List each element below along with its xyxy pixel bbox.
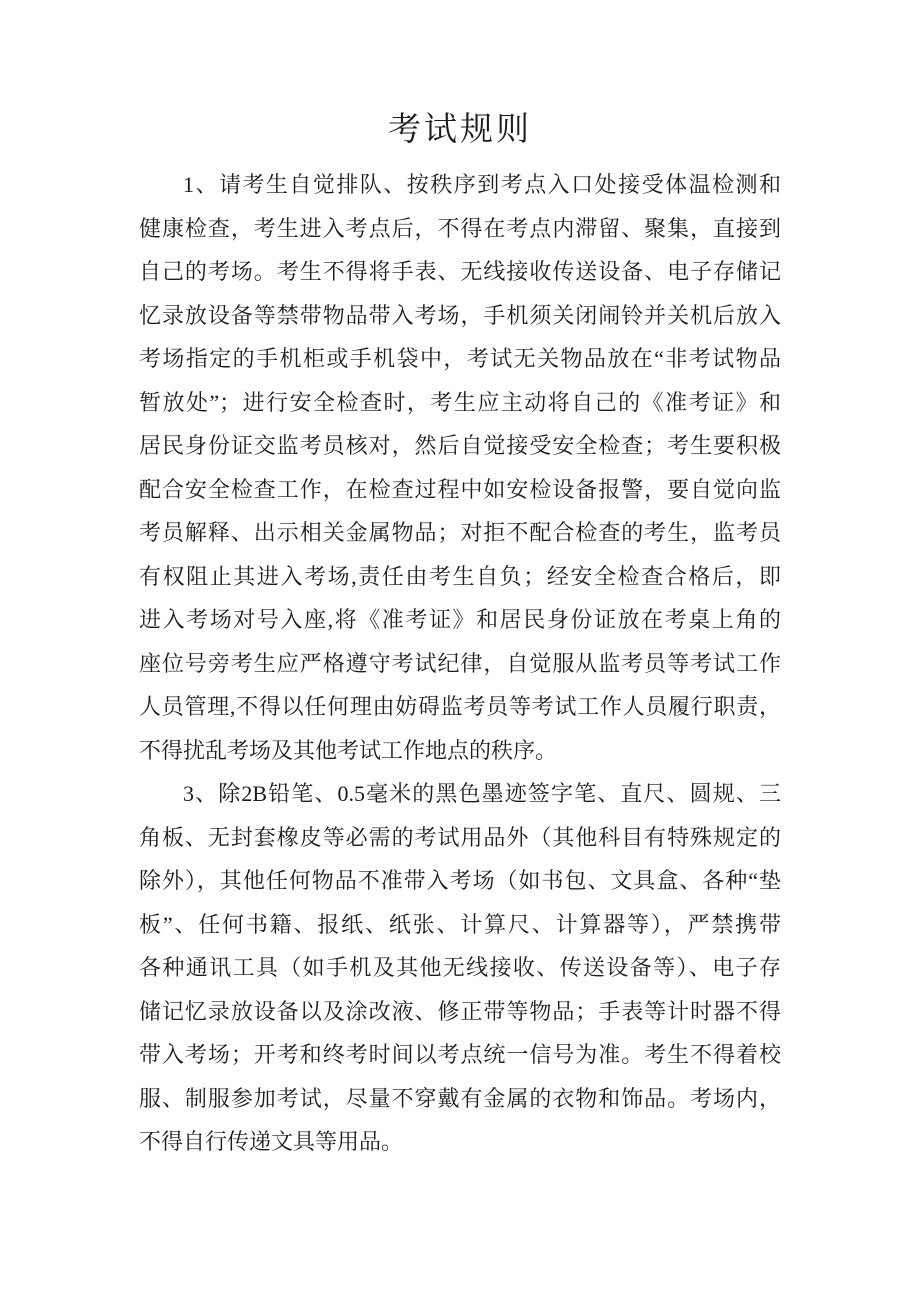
text-line: 不得扰乱考场及其他考试工作地点的秩序。 [139,737,558,763]
text-line: 考员解释、出示相关金属物品；对拒不配合检查的考生，监考员 [139,520,781,545]
text-line: 忆录放设备等禁带物品带入考场，手机须关闭闹铃并关机后放入 [139,302,781,328]
text-line: 暂放处”；进行安全检查时，考生应主动将自己的《准考证》和 [139,389,781,415]
text-line: 3、除2B铅笔、0.5毫米的黑色墨迹签字笔、直尺、圆规、三 [183,781,781,806]
text-line: 角板、无封套橡皮等必需的考试用品外（其他科目有特殊规定的 [139,824,781,850]
paragraph [139,772,781,1164]
text-line: 带入考场；开考和终考时间以考点统一信号为准。考生不得着校 [139,1042,781,1067]
text-line: 自己的考场。考生不得将手表、无线接收传送设备、电子存储记 [139,259,781,284]
text-line: 1、请考生自觉排队、按秩序到考点入口处接受体温检测和 [183,172,781,197]
text-line: 座位号旁考生应严格遵守考试纪律，自觉服从监考员等考试工作 [139,650,781,676]
text-line: 板”、任何书籍、报纸、纸张、计算尺、计算器等），严禁携带 [139,911,781,937]
document-title: 考试规则 [388,112,532,148]
text-line: 不得自行传递文具等用品。 [139,1129,404,1154]
text-line: 考场指定的手机柜或手机袋中，考试无关物品放在“非考试物品 [139,346,781,371]
document-body [139,163,781,1164]
paragraph [139,163,781,772]
text-line: 服、制服参加考试，尽量不穿戴有金属的衣物和饰品。考场内， [139,1085,781,1111]
text-line: 人员管理,不得以任何理由妨碍监考员等考试工作人员履行职责， [139,694,781,719]
text-line: 配合安全检查工作，在检查过程中如安检设备报警，要自觉向监 [139,476,781,502]
text-line: 进入考场对号入座,将《准考证》和居民身份证放在考桌上角的 [139,607,781,632]
text-line: 储记忆录放设备以及涂改液、修正带等物品；手表等计时器不得 [139,998,781,1024]
text-line: 有权阻止其进入考场,责任由考生自负；经安全检查合格后，即 [139,563,781,589]
text-line: 健康检查，考生进入考点后，不得在考点内滞留、聚集，直接到 [139,215,781,241]
text-line: 居民身份证交监考员核对，然后自觉接受安全检查；考生要积极 [139,433,781,458]
text-line: 各种通讯工具（如手机及其他无线接收、传送设备等）、电子存 [139,955,781,980]
text-line: 除外），其他任何物品不准带入考场（如书包、文具盒、各种“垫 [139,868,781,893]
